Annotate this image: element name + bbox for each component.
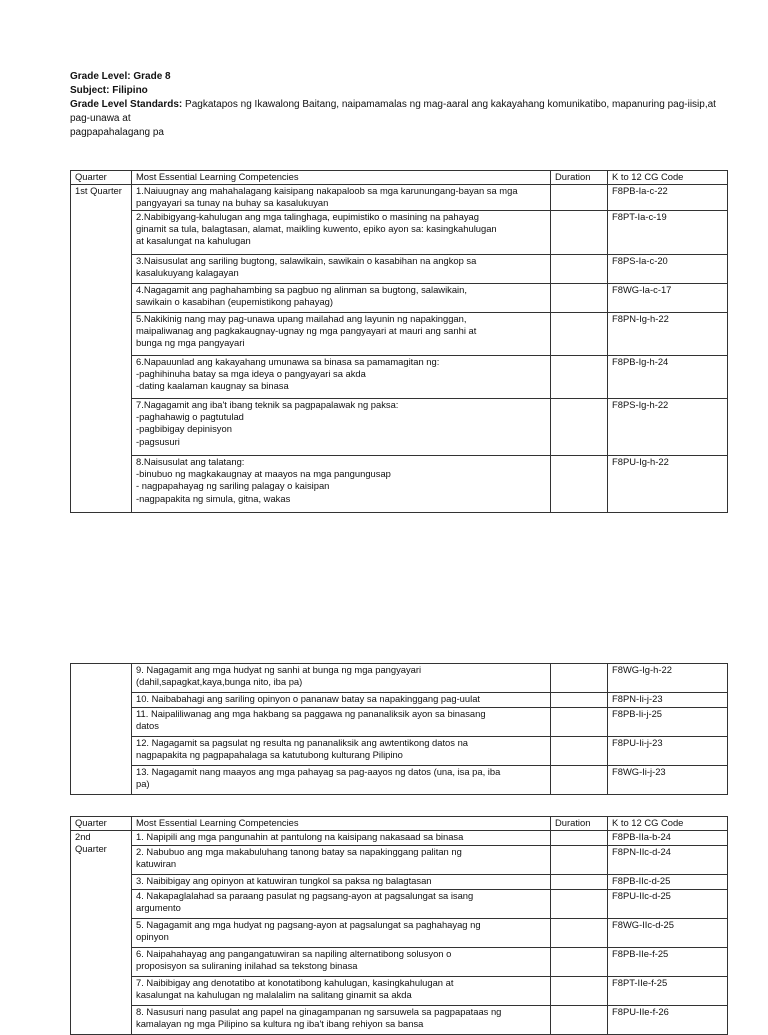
duration-cell	[551, 846, 608, 875]
competency-text: 3.Naisusulat ang sariling bugtong, salawikain, sawikain o kasabihan na angkop sa kasalukuyang kalagayan	[136, 255, 477, 279]
competency-text: 2. Nabubuo ang mga makabuluhang tanong batay sa napakinggang palitan ng katuwiran	[136, 846, 462, 870]
duration-cell	[551, 948, 608, 977]
table-row	[71, 399, 728, 456]
subject-line	[70, 84, 730, 98]
table-row	[71, 693, 728, 708]
competency-text: 2.Nabibigyang-kahulugan ang mga talinghaga, eupimistiko o masining na pahayag ginamit sa tula, balagtasan, alamat, maikling kuwento, epiko ayon sa: kasingkahulugan at kasalungat na kahulugan	[136, 211, 497, 247]
competency-text: 1.Naiuugnay ang mahahalagang kaisipang nakapaloob sa mga karunungang-bayan sa mga pangyayari sa tunay na buhay sa kasalukuyan	[136, 185, 518, 209]
code-cell: F8PT-IIe-f-25	[608, 977, 728, 1006]
competency-text: 6.Napauunlad ang kakayahang umunawa sa binasa sa pamamagitan ng: -paghihinuha batay sa mga ideya o pangyayari sa akda -dating kaalaman kaugnay sa binasa	[136, 356, 440, 392]
competency-text: 8.Naisusulat ang talatang: -binubuo ng magkakaugnay at maayos na mga pangungusap - nagpapahayag ng sariling palagay o kaisipan -nagpapakita ng simula, gitna, wakas	[136, 456, 391, 504]
duration-cell	[551, 693, 608, 708]
subject-label: Subject:	[70, 85, 110, 96]
table-row	[71, 1006, 728, 1035]
competency-cell	[132, 737, 551, 766]
competency-text: 7.Nagagamit ang iba't ibang teknik sa pagpapalawak ng paksa: -paghahawig o pagtutulad -pagbibigay depinisyon -pagsusuri	[136, 399, 399, 447]
competency-cell	[132, 693, 551, 708]
competency-text: 12. Nagagamit sa pagsulat ng resulta ng pananaliksik ang awtentikong datos na nagpapakita ng pagpapahalaga sa katutubong kulturang Pilipino	[136, 737, 468, 761]
code-cell: F8PN-Ii-j-23	[608, 693, 728, 708]
duration-cell	[551, 664, 608, 693]
table-row	[71, 185, 728, 211]
table-row	[71, 890, 728, 919]
competency-text: 4.Nagagamit ang paghahambing sa pagbuo ng alinman sa bugtong, salawikain, sawikain o kasabihan (eupemistikong pahayag)	[136, 284, 467, 308]
competency-cell	[132, 185, 551, 211]
duration-cell	[551, 890, 608, 919]
competency-table-q2	[70, 816, 728, 1035]
grade-level-value: Grade 8	[133, 71, 171, 82]
table-row	[71, 948, 728, 977]
competency-cell	[132, 255, 551, 284]
standards-continuation: pagpapahalagang pa	[70, 127, 164, 138]
competency-text: 4. Nakapaglalahad sa paraang pasulat ng pagsang-ayon at pagsalungat sa isang argumento	[136, 890, 474, 914]
competency-cell	[132, 284, 551, 313]
competency-cell	[132, 846, 551, 875]
competency-cell	[132, 977, 551, 1006]
standards-value: Pagkatapos ng Ikawalong Baitang, naipamamalas ng mag-aaral ang kakayahang komunikatibo, mapanuring pag-iisip,at pag-unawa at	[70, 99, 716, 124]
duration-cell	[551, 185, 608, 211]
duration-cell	[551, 255, 608, 284]
code-cell: F8WG-Ii-j-23	[608, 766, 728, 795]
quarter-cell	[71, 831, 132, 1035]
code-cell: F8PB-Ii-j-25	[608, 708, 728, 737]
competency-cell	[132, 766, 551, 795]
quarter-cell	[71, 185, 132, 513]
header-quarter: Quarter	[71, 817, 132, 831]
code-cell: F8PU-IIe-f-26	[608, 1006, 728, 1035]
duration-cell	[551, 211, 608, 255]
header-duration: Duration	[551, 817, 608, 831]
quarter-label: 2nd Quarter	[75, 831, 107, 855]
duration-cell	[551, 977, 608, 1006]
table-row	[71, 919, 728, 948]
competency-text: 1. Napipili ang mga pangunahin at pantulong na kaisipang nakasaad sa binasa	[136, 831, 464, 842]
duration-cell	[551, 737, 608, 766]
competency-text: 9. Nagagamit ang mga hudyat ng sanhi at bunga ng mga pangyayari (dahil,sapagkat,kaya,bunga nito, iba pa)	[136, 664, 422, 688]
duration-cell	[551, 284, 608, 313]
competency-cell	[132, 456, 551, 513]
header-code: K to 12 CG Code	[608, 171, 728, 185]
table-row	[71, 211, 728, 255]
competency-text: 5. Nagagamit ang mga hudyat ng pagsang-ayon at pagsalungat sa paghahayag ng opinyon	[136, 919, 481, 943]
table-header-row	[71, 171, 728, 185]
code-cell: F8PB-IIa-b-24	[608, 831, 728, 846]
competency-cell	[132, 875, 551, 890]
duration-cell	[551, 399, 608, 456]
duration-cell	[551, 766, 608, 795]
competency-cell	[132, 1006, 551, 1035]
code-cell: F8PB-Ia-c-22	[608, 185, 728, 211]
header-competency: Most Essential Learning Competencies	[132, 171, 551, 185]
code-cell: F8PB-IIc-d-25	[608, 875, 728, 890]
table-row	[71, 664, 728, 693]
competency-text: 6. Naipahahayag ang pangangatuwiran sa napiling alternatibong solusyon o proposisyon sa suliraning inilahad sa tekstong binasa	[136, 948, 452, 972]
header-code: K to 12 CG Code	[608, 817, 728, 831]
table-row	[71, 456, 728, 513]
code-cell: F8WG-IIc-d-25	[608, 919, 728, 948]
header-quarter: Quarter	[71, 171, 132, 185]
competency-cell	[132, 356, 551, 399]
table-row	[71, 831, 728, 846]
document-header	[70, 70, 730, 140]
code-cell: F8PS-Ia-c-20	[608, 255, 728, 284]
competency-text: 10. Naibabahagi ang sariling opinyon o pananaw batay sa napakinggang pag-uulat	[136, 693, 481, 704]
code-cell: F8WG-Ia-c-17	[608, 284, 728, 313]
table-row	[71, 284, 728, 313]
code-cell: F8PN-Ig-h-22	[608, 313, 728, 356]
grade-level-line	[70, 70, 730, 84]
table-row	[71, 737, 728, 766]
competency-table-q1	[70, 170, 728, 513]
code-cell: F8PU-Ii-j-23	[608, 737, 728, 766]
code-cell: F8WG-Ig-h-22	[608, 664, 728, 693]
competency-cell	[132, 664, 551, 693]
duration-cell	[551, 831, 608, 846]
competency-text: 11. Naipaliliwanag ang mga hakbang sa paggawa ng pananaliksik ayon sa binasang datos	[136, 708, 486, 732]
table-row	[71, 766, 728, 795]
competency-text: 5.Nakikinig nang may pag-unawa upang mailahad ang layunin ng napakinggan, maipaliwanag ang pagkakaugnay-ugnay ng mga pangyayari at mauri ang sanhi at bunga ng mga pangyayari	[136, 313, 477, 349]
table-row	[71, 356, 728, 399]
table-row	[71, 977, 728, 1006]
competency-text: 13. Nagagamit nang maayos ang mga pahayag sa pag-aayos ng datos (una, isa pa, iba pa)	[136, 766, 501, 790]
table-row	[71, 313, 728, 356]
table-row	[71, 255, 728, 284]
competency-table-continuation	[70, 663, 728, 795]
code-cell: F8PT-Ia-c-19	[608, 211, 728, 255]
duration-cell	[551, 356, 608, 399]
table-row	[71, 708, 728, 737]
header-duration: Duration	[551, 171, 608, 185]
table-row	[71, 875, 728, 890]
competency-cell	[132, 948, 551, 977]
table-header-row	[71, 817, 728, 831]
duration-cell	[551, 1006, 608, 1035]
standards-label: Grade Level Standards:	[70, 99, 183, 110]
duration-cell	[551, 919, 608, 948]
quarter-label: 1st Quarter	[75, 185, 122, 196]
duration-cell	[551, 708, 608, 737]
competency-cell	[132, 919, 551, 948]
table-row	[71, 846, 728, 875]
code-cell: F8PU-IIc-d-25	[608, 890, 728, 919]
duration-cell	[551, 313, 608, 356]
subject-value: Filipino	[112, 85, 148, 96]
code-cell: F8PB-IIe-f-25	[608, 948, 728, 977]
competency-text: 3. Naibibigay ang opinyon at katuwiran tungkol sa paksa ng balagtasan	[136, 875, 432, 886]
duration-cell	[551, 875, 608, 890]
code-cell: F8PU-Ig-h-22	[608, 456, 728, 513]
competency-text: 8. Nasusuri nang pasulat ang papel na ginagampanan ng sarsuwela sa pagpapataas ng kamalayan ng mga Pilipino sa kultura ng iba't ibang rehiyon sa bansa	[136, 1006, 502, 1030]
competency-cell	[132, 708, 551, 737]
standards-line	[70, 98, 730, 126]
grade-level-label: Grade Level:	[70, 71, 131, 82]
competency-cell	[132, 211, 551, 255]
competency-cell	[132, 890, 551, 919]
duration-cell	[551, 456, 608, 513]
code-cell: F8PS-Ig-h-22	[608, 399, 728, 456]
code-cell: F8PN-IIc-d-24	[608, 846, 728, 875]
header-competency: Most Essential Learning Competencies	[132, 817, 551, 831]
code-cell: F8PB-Ig-h-24	[608, 356, 728, 399]
competency-cell	[132, 399, 551, 456]
quarter-cell	[71, 664, 132, 795]
competency-cell	[132, 831, 551, 846]
competency-cell	[132, 313, 551, 356]
competency-text: 7. Naibibigay ang denotatibo at konotatibong kahulugan, kasingkahulugan at kasalungat na kahulugan ng malalalim na salitang ginamit sa akda	[136, 977, 454, 1001]
